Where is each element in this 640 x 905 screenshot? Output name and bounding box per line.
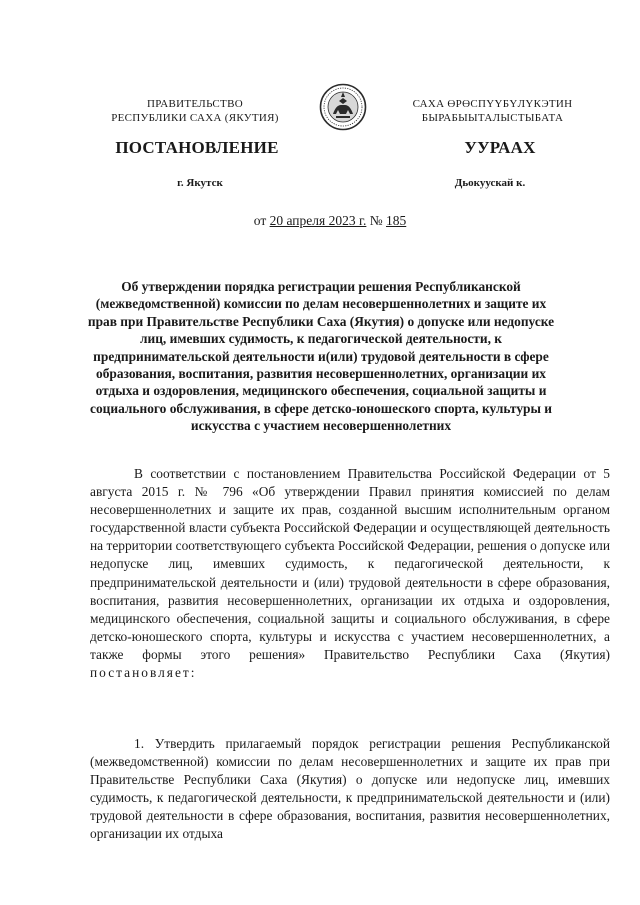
header-line-2: БЫРАБЫЫТАЛЫСТЫБАТА	[421, 112, 564, 124]
header-line-1: САХА ӨРӨСПҮҮБҮЛҮКЭТИН	[412, 98, 573, 110]
date-prefix: от	[253, 213, 267, 228]
decree-word: постановляет:	[90, 665, 197, 681]
city-sah: Дьокуускай к.	[454, 177, 526, 189]
coat-of-arms-icon	[319, 83, 367, 131]
paragraph-preamble	[90, 465, 610, 682]
government-header-sah	[385, 97, 600, 125]
document-number: 185	[386, 213, 407, 228]
number-sign: №	[369, 213, 383, 228]
paragraph-item-1: 1. Утвердить прилагаемый порядок регистрации решения Республиканской (межведомственной) комиссии по делам несовершеннолетних и защите их прав при Правительстве Республики Саха (Якутия) о допуске или недопуске лиц, имевших судимость, к педагогической деятельности, к предпринимательской деятельности и (или) трудовой деятельности в сфере образования, воспитания, развития несовершеннолетних, организации их отдыха	[90, 736, 610, 842]
government-header-ru	[95, 97, 295, 125]
date-value: 20 апреля 2023 г.	[269, 213, 367, 228]
document-title: Об утверждении порядка регистрации решения Республиканской (межведомственной) комиссии по делам несовершеннолетних и защите их прав при Правительстве Республики Саха (Якутия) о допуске или недопуске лиц, имевших судимость, к педагогической деятельности, к предпринимательской деятельности и(или) трудовой деятельности в сфере образования, воспитания, развития несовершеннолетних, организации их отдыха и оздоровления, медицинского обеспечения, социальной защиты и социального обслуживания, в сфере детско-юношеского спорта, культуры и искусства с участием несовершеннолетних	[87, 279, 555, 434]
header-line-1: ПРАВИТЕЛЬСТВО	[147, 98, 243, 110]
header-line-2: РЕСПУБЛИКИ САХА (ЯКУТИЯ)	[111, 112, 279, 124]
date-line	[200, 213, 460, 229]
preamble-text: В соответствии с постановлением Правительства Российской Федерации от 5 августа 2015 г. № 796 «Об утверждении Правил принятия комиссией по делам несовершеннолетних и защите их прав, созданной высшим исполнительным органом государственной власти субъекта Российской Федерации и осуществляющей деятельность на территории соответствующего субъекта Российской Федерации, решения о допуске или недопуске лиц, имевших судимость, к педагогической деятельности, к предпринимательской деятельности и (или) трудовой деятельности в сфере образования, воспитания, развития несовершеннолетних, организации их отдыха и оздоровления, медицинского обеспечения, социальной защиты и социального обслуживания, в сфере детско-юношеского спорта, культуры и искусства с участием несовершеннолетних, а также формы этого решения» Правительство Республики Саха (Якутия)	[90, 466, 610, 662]
doc-type-ru: ПОСТАНОВЛЕНИЕ	[115, 138, 279, 157]
city-ru: г. Якутск	[177, 177, 223, 189]
doc-type-sah: УУРААХ	[464, 138, 536, 157]
